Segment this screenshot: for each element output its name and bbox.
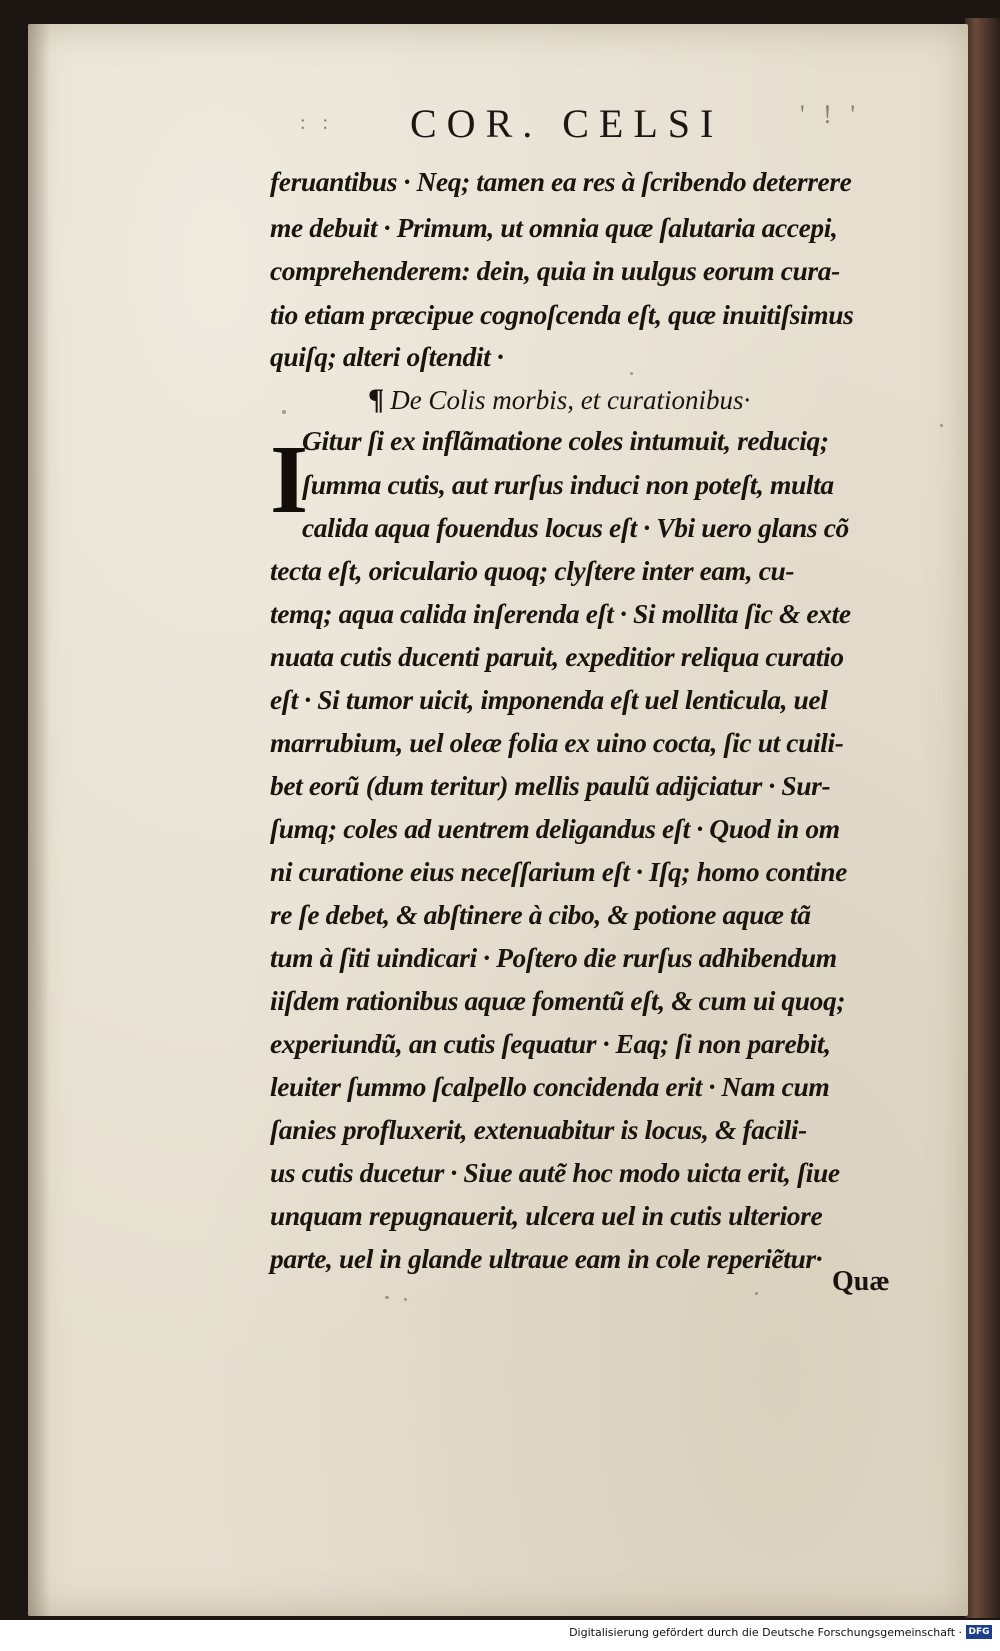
text-line: nuata cutis ducenti paruit, expeditior reliqua curatio xyxy=(270,641,844,672)
catchword: Quæ xyxy=(832,1266,890,1297)
text-line: comprehenderem: dein, quia in uulgus eorum cura- xyxy=(270,255,840,286)
text-line: us cutis ducetur · Siue autẽ hoc modo uicta erit, ſiue xyxy=(270,1157,840,1188)
text-line: Gitur ſi ex inflãmatione coles intumuit, reduciq; xyxy=(302,425,829,456)
text-line: tum à ſiti uindicari · Poſtero die rurſus adhibendum xyxy=(270,942,837,973)
paper-speck xyxy=(940,424,943,427)
text-line: tio etiam præcipue cognoſcenda eſt, quæ inuitiſsimus xyxy=(270,299,854,330)
funding-credit: Digitalisierung gefördert durch die Deutsche Forschungsgemeinschaft · xyxy=(569,1626,962,1639)
section-rubric xyxy=(368,383,750,417)
paper-speck xyxy=(404,1298,407,1301)
text-line: re ſe debet, & abſtinere à cibo, & potione aquæ tã xyxy=(270,899,811,930)
text-line: unquam repugnauerit, ulcera uel in cutis ulteriore xyxy=(270,1200,823,1231)
text-line: ſumma cutis, aut rurſus induci non poteſt, multa xyxy=(302,469,834,500)
paper-speck xyxy=(282,410,286,414)
text-line: leuiter ſummo ſcalpello concidenda erit · Nam cum xyxy=(270,1071,830,1102)
digitization-footer xyxy=(0,1620,1000,1651)
text-line: bet eorũ (dum teritur) mellis paulũ adijciatur · Sur- xyxy=(270,770,831,801)
text-line: iiſdem rationibus aquæ fomentũ eſt, & cum ui quoq; xyxy=(270,985,846,1016)
text-line: experiundũ, an cutis ſequatur · Eaq; ſi non parebit, xyxy=(270,1028,831,1059)
pilcrow-icon: ¶ xyxy=(368,383,385,416)
running-head: COR. CELSI xyxy=(410,101,724,146)
text-line: calida aqua fouendus locus eſt · Vbi uero glans cõ xyxy=(302,512,849,543)
book-edge xyxy=(965,18,1000,1618)
text-line: parte, uel in glande ultraue eam in cole reperiẽtur· xyxy=(270,1243,823,1274)
head-marks-right: ' ! ' xyxy=(800,100,862,129)
text-line: ni curatione eius neceſſarium eſt · Iſq; homo contine xyxy=(270,856,847,887)
paper-speck xyxy=(755,1292,758,1295)
text-line: quiſq; alteri oſtendit · xyxy=(270,341,504,372)
dfg-logo-icon[interactable]: DFG xyxy=(966,1625,992,1639)
text-line: marrubium, uel oleæ folia ex uino cocta, ſic ut cuili- xyxy=(270,727,844,758)
text-line: ſumq; coles ad uentrem deligandus eſt · Quod in om xyxy=(270,813,840,844)
text-line: temq; aqua calida inſerenda eſt · Si mollita ſic & exte xyxy=(270,598,851,629)
text-line: eſt · Si tumor uicit, imponenda eſt uel lenticula, uel xyxy=(270,684,828,715)
paper-speck xyxy=(630,372,633,375)
text-line: ſanies profluxerit, extenuabitur is locus, & facili- xyxy=(270,1114,807,1145)
text-line: tecta eſt, oriculario quoq; clyſtere inter eam, cu- xyxy=(270,555,795,586)
drop-cap: I xyxy=(270,426,309,534)
rubric-title: De Colis morbis, et curationibus· xyxy=(390,385,751,415)
gutter-shadow xyxy=(28,24,50,1616)
paper-speck xyxy=(385,1296,389,1299)
text-line: me debuit · Primum, ut omnia quæ ſalutaria accepi, xyxy=(270,212,838,243)
text-line: feruantibus · Neq; tamen ea res à ſcribendo deterrere xyxy=(270,166,852,197)
head-marks-left: : : xyxy=(300,112,335,134)
